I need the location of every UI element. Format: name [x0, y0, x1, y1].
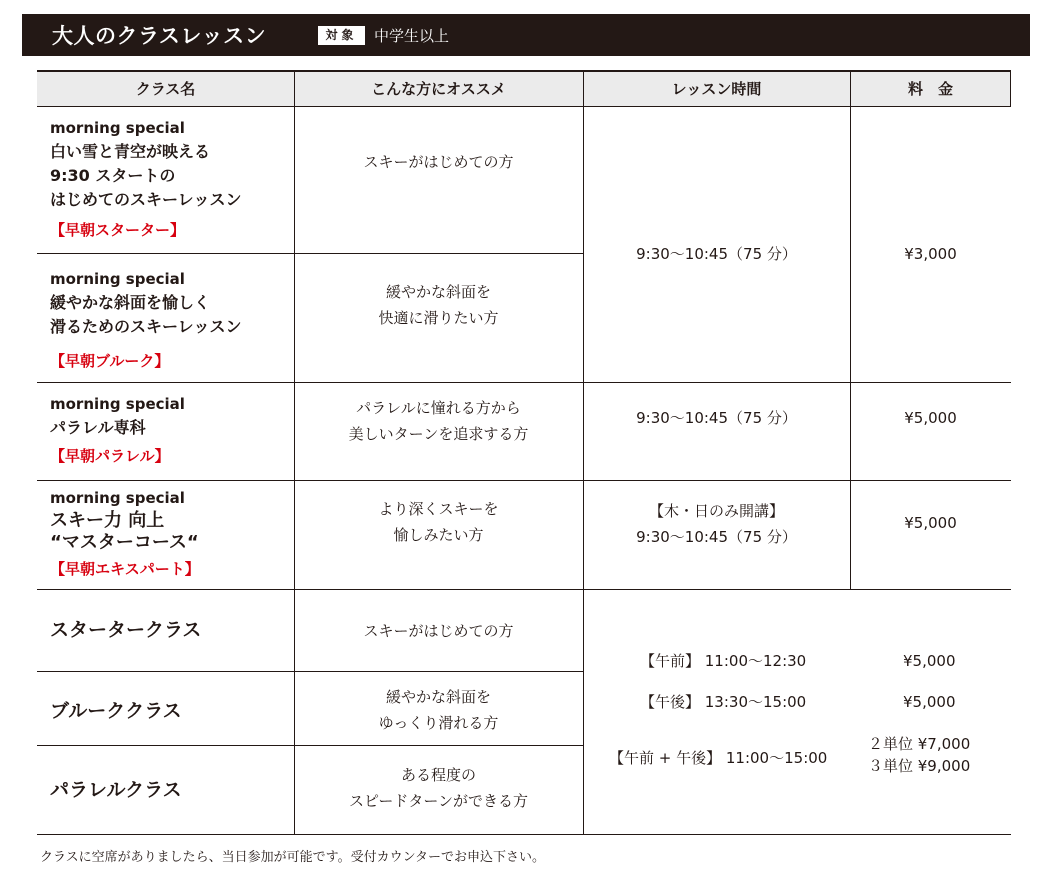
header-bottom-rule	[37, 106, 1011, 107]
row-divider	[37, 382, 1011, 383]
lesson-time: 9:30〜10:45（75 分）	[636, 245, 797, 263]
price: ¥5,000	[904, 409, 957, 427]
recommend-line: スピードターンができる方	[348, 792, 529, 810]
row-divider	[37, 745, 583, 746]
col-header-recommend: こんな方にオススメ	[371, 80, 506, 98]
class-name: パラレルクラス	[50, 779, 182, 801]
class-cell	[50, 392, 185, 468]
recommend-line: スキーがはじめての方	[363, 622, 514, 640]
price: ¥5,000	[904, 514, 957, 532]
class-label: 【早朝ブルーク】	[50, 352, 170, 370]
lesson-day-note: 【木・日のみ開講】	[648, 502, 784, 520]
recommend-line: より深くスキーを	[378, 500, 499, 518]
schedule-time: 【午後】 13:30〜15:00	[640, 693, 807, 711]
class-name-line: はじめてのスキーレッスン	[50, 190, 242, 209]
recommend-line: スキーがはじめての方	[363, 153, 514, 171]
recommend-cell	[294, 496, 583, 548]
recommend-cell	[294, 395, 583, 447]
recommend-line: ゆっくり滑れる方	[378, 714, 499, 732]
recommend-line: 緩やかな斜面を	[385, 688, 491, 706]
lesson-time-cell	[583, 498, 850, 550]
recommend-line: ある程度の	[400, 766, 476, 784]
target-badge: 対象	[318, 26, 365, 45]
schedule-time: 【午前】 11:00〜12:30	[640, 652, 807, 670]
recommend-cell	[294, 279, 583, 331]
class-cell	[50, 486, 200, 581]
class-name-line: スキー力 向上	[50, 510, 165, 531]
row-divider	[37, 253, 583, 254]
col-header-price: 料 金	[907, 80, 953, 98]
class-label: 【早朝エキスパート】	[50, 560, 200, 578]
col-header-class-name: クラス名	[135, 80, 196, 98]
col-header-lesson-time: レッスン時間	[671, 80, 762, 98]
schedule-price: ２単位 ¥7,000	[868, 735, 971, 753]
lesson-time: 9:30〜10:45（75 分）	[636, 409, 797, 427]
class-name: ブルーククラス	[50, 700, 182, 722]
class-label: 【早朝パラレル】	[50, 447, 170, 465]
class-cell	[50, 267, 242, 373]
class-name-line: 9:30 スタートの	[50, 166, 176, 185]
schedule-price-cell	[868, 733, 970, 777]
recommend-cell	[294, 150, 583, 174]
table-bottom-rule	[37, 834, 1011, 835]
morning-special-tag: morning special	[50, 270, 185, 288]
footnote: クラスに空席がありましたら、当日参加が可能です。受付カウンターでお申込下さい。	[40, 850, 546, 865]
row-divider	[37, 671, 583, 672]
schedule-price: ¥5,000	[903, 693, 956, 711]
lesson-time: 9:30〜10:45（75 分）	[636, 528, 797, 546]
col-divider	[1010, 71, 1011, 107]
morning-special-tag: morning special	[50, 119, 185, 137]
recommend-cell	[294, 762, 583, 814]
morning-special-tag: morning special	[50, 395, 185, 413]
recommend-line: 愉しみたい方	[393, 526, 484, 544]
price: ¥3,000	[904, 245, 957, 263]
row-divider	[37, 589, 1011, 590]
class-cell	[50, 116, 242, 242]
row-divider	[37, 480, 1011, 481]
recommend-line: 美しいターンを追求する方	[348, 425, 529, 443]
schedule-price: ¥5,000	[903, 652, 956, 670]
class-name-line: “マスターコース“	[50, 532, 199, 553]
class-name-line: 緩やかな斜面を愉しく	[50, 293, 211, 312]
class-name-line: 滑るためのスキーレッスン	[50, 317, 242, 336]
class-name-line: 白い雪と青空が映える	[50, 142, 211, 161]
recommend-line: パラレルに憧れる方から	[356, 399, 521, 417]
class-name-line: パラレル専科	[50, 418, 146, 437]
morning-special-tag: morning special	[50, 489, 185, 507]
section-header	[22, 14, 1030, 56]
col-divider	[583, 71, 584, 835]
section-title: 大人のクラスレッスン	[52, 24, 267, 48]
recommend-line: 快適に滑りたい方	[378, 309, 499, 327]
target-text: 中学生以上	[374, 27, 450, 45]
table-top-rule	[37, 70, 1011, 72]
recommend-line: 緩やかな斜面を	[385, 283, 491, 301]
class-name: スタータークラス	[50, 619, 202, 641]
schedule-price: ３単位 ¥9,000	[868, 757, 971, 775]
class-label: 【早朝スターター】	[50, 221, 186, 239]
schedule-time: 【午前 + 午後】 11:00〜15:00	[609, 749, 828, 767]
recommend-cell	[294, 684, 583, 736]
